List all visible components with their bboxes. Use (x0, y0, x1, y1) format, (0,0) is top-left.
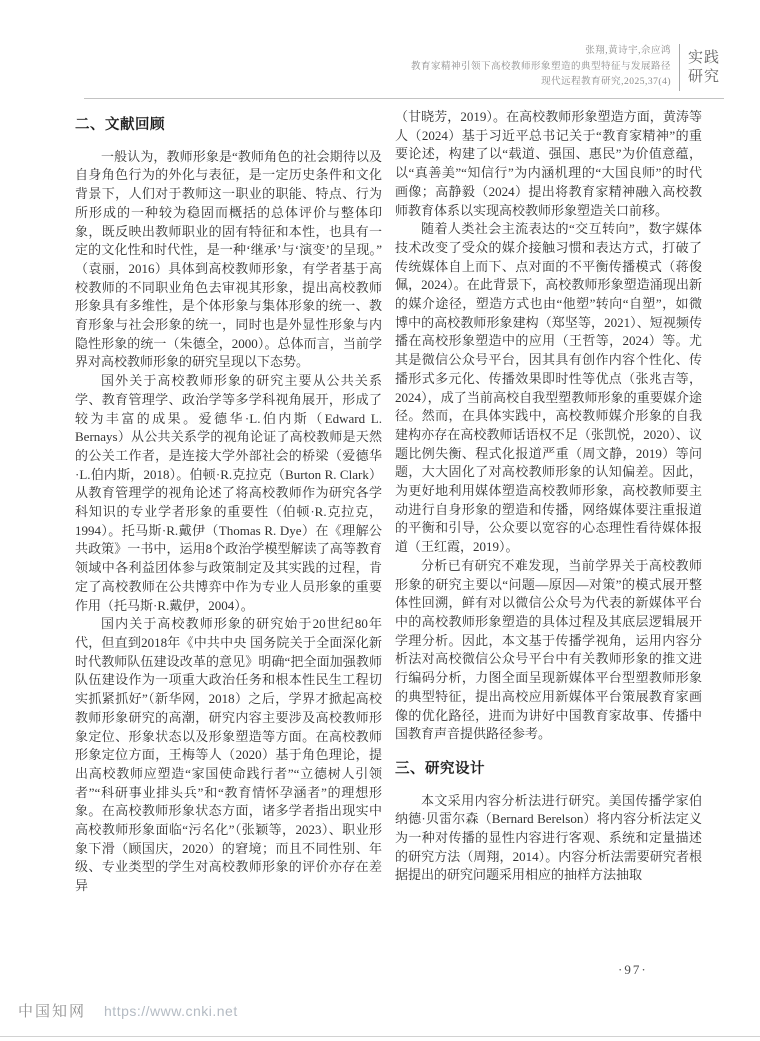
cnki-logo-text: 中国知网 (18, 1003, 87, 1020)
footer-divider (0, 1036, 760, 1037)
header-journal-citation: 现代远程教育研究,2025,37(4) (541, 77, 671, 87)
viewer-footer (0, 991, 760, 1041)
article-body (75, 108, 702, 896)
paragraph: 国内关于高校教师形象的研究始于20世纪80年代，但直到2018年《中共中央 国务院关于全面深化新时代教师队伍建设改革的意见》明确“把全面加强教师队伍建设作为一项重大政治任务和根本性民生工程切实抓紧抓好”（新华网，2018）之后，学界才掀起高校教师形象研究的高潮，研究内容主要涉及高校教师形象定位、形象状态以及形象塑造等方面。在高校教师形象定位方面，王梅等人（2020）基于角色理论，提出高校教师应塑造“家国使命践行者”“立德树人引领者”“科研事业排头兵”和“教育情怀孕涵者”的理想形象。在高校教师形象状态方面，诸多学者指出现实中高校教师形象面临“污名化”（张颖等，2023）、职业形象下滑（顾国庆，2020）的窘境；而且不同性别、年级、专业类型的学生对高校教师形象的评价亦存在差异 (75, 616, 382, 894)
paragraph-continued: （甘晓芳，2019）。在高校教师形象塑造方面，黄涛等人（2024）基于习近平总书记关于“教育家精神”的重要论述，构建了以“载道、强国、惠民”为价值意蕴，以“真善美”“知信行”为内涵机理的“大国良师”的时代画像；高静毅（2024）提出将教育家精神融入高校教师教育体系以实现高校教师形象塑造关口前移。 (395, 109, 702, 218)
paragraph: 随着人类社会主流表达的“交互转向”，数字媒体技术改变了受众的媒介接触习惯和表达方式，打破了传统媒体自上而下、点对面的不平衡传播模式（蒋俊佩，2024）。在此背景下，高校教师形象塑造涌现出新的媒介途径，塑造方式也由“他塑”转向“自塑”，如微博中的高校教师形象建构（郑坚等，2021）、短视频传播在高校形象塑造中的应用（王哲等，2024）等。尤其是微信公众号平台，因其具有创作内容个性化、传播形式多元化、传播效果即时性等优点（张兆吉等，2024），成了当前高校自我型塑教师形象的重要媒介途径。然而，在具体实践中，高校教师媒介形象的自我建构亦存在高校教师话语权不足（张凯悦，2020）、议题比例失衡、程式化报道严重（周文静，2019）等问题，大大固化了对高校教师形象的认知偏差。因此，为更好地利用媒体塑造高校教师形象，高校教师要主动进行自身形象的塑造和传播，网络媒体要注重报道的平衡和引导，公众要以宽容的心态理性看待媒体报道（王红霞，2019）。 (395, 221, 702, 555)
section-tag-line2: 研究 (687, 68, 720, 86)
paragraph: 分析已有研究不难发现，当前学界关于高校教师形象的研究主要以“问题—原因—对策”的模式展开整体性回溯，鲜有对以微信公众号为代表的新媒体平台中的高校教师形象塑造的具体过程及其底层逻辑展开学理分析。因此，本文基于传播学视角，运用内容分析法对高校微信公众号平台中有关教师形象的推文进行编码分析，力图全面呈现新媒体平台型塑教师形象的典型特征，提出高校应用新媒体平台策展教育家画像的优化路径，进而为讲好中国教育家故事、传播中国教育声音提供路径参考。 (395, 557, 702, 742)
section-2-heading: 二、文献回顾 (75, 117, 165, 133)
right-column (395, 108, 702, 896)
header-authors: 张翔,黄诗宇,佘应鸿 (585, 46, 671, 56)
left-column (75, 108, 382, 896)
footer-brand (18, 1000, 238, 1021)
section-3-heading: 三、研究设计 (395, 760, 485, 777)
header-article-title: 教育家精神引领下高校教师形象塑造的典型特征与发展路径 (410, 61, 671, 72)
header-divider (84, 98, 724, 99)
cnki-url-link[interactable]: https://www.cnki.net (104, 1003, 238, 1019)
section-tag-line1: 实践 (687, 49, 720, 67)
page-header (411, 44, 720, 91)
page-number: ·97· (618, 962, 648, 977)
paragraph: 一般认为，教师形象是“教师角色的社会期待以及自身角色行为的外化与表征，是一定历史条件和文化背景下，人们对于教师这一职业的职能、特点、行为所形成的一种较为稳固而概括的总体评价与整体印象，既反映出教师职业的固有特征和本性，也具有一定的文化性和时代性，是一种‘继承’与‘演变’的呈现。”（袁丽，2016）具体到高校教师形象，有学者基于高校教师的不同职业角色去审视其形象，提出高校教师形象具有多维性，是个体形象与集体形象的统一、教育形象与社会形象的统一，同时也是外显性形象与内隐性形象的统一（朱德全，2000）。总体而言，当前学界对高校教师形象的研究呈现以下态势。 (75, 148, 382, 370)
header-citation-block (411, 44, 679, 91)
paragraph: 国外关于高校教师形象的研究主要从公共关系学、教育管理学、政治学等多学科视角展开，形成了较为丰富的成果。爱德华·L.伯内斯（Edward L. Bernays）从公共关系学的视角论证了高校教师是天然的公关工作者，是连接大学外部社会的桥梁（爱德华·L.伯内斯，2018）。伯顿·R.克拉克（Burton R. Clark）从教育管理学的视角论述了将高校教师作为研究各学科知识的专业学者形象的重要性（伯顿·R.克拉克，1994）。托马斯·R.戴伊（Thomas R. Dye）在《理解公共政策》一书中，运用8个政治学模型解读了高等教育领域中各利益团体参与政策制定及其实践的过程，肯定了高校教师在公共博弈中作为专业人员形象的重要作用（托马斯·R.戴伊，2004）。 (75, 373, 382, 613)
paragraph: 本文采用内容分析法进行研究。美国传播学家伯纳德·贝雷尔森（Bernard Berelson）将内容分析法定义为一种对传播的显性内容进行客观、系统和定量描述的研究方法（周翔，2014）。内容分析法需要研究者根据提出的研究问题采用相应的抽样方法抽取 (395, 792, 702, 883)
section-tag (679, 44, 720, 91)
